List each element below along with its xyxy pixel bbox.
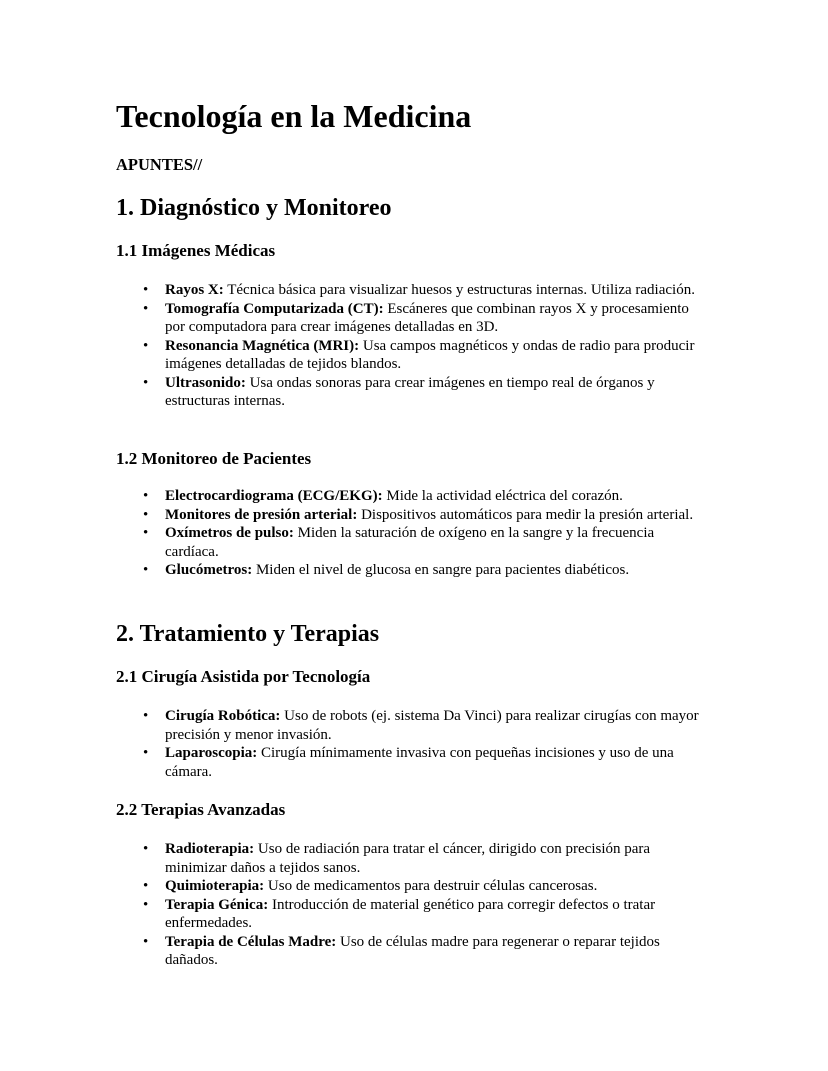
bullet-list (143, 487, 707, 580)
item-description: Usa ondas sonoras para crear imágenes en tiempo real de órganos y estructuras internas. (165, 374, 655, 409)
subsection-heading: 2.2 Terapias Avanzadas (116, 800, 286, 819)
item-term: Tomografía Computarizada (CT): (165, 300, 384, 317)
item-description: Uso de radiación para tratar el cáncer, dirigido con precisión para minimizar daños a tejidos sanos. (165, 841, 651, 876)
bullet-list (143, 707, 707, 781)
item-description: Uso de robots (ej. sistema Da Vinci) para realizar cirugías con mayor precisión y menor invasión. (165, 708, 699, 743)
document-title: Tecnología en la Medicina (116, 98, 472, 134)
bullet-icon: • (143, 841, 149, 857)
subsection-heading: 1.1 Imágenes Médicas (116, 241, 276, 260)
item-description: Uso de medicamentos para destruir células cancerosas. (264, 878, 598, 894)
item-description: Uso de células madre para regenerar o reparar tejidos dañados. (165, 933, 660, 968)
list-item (143, 933, 707, 970)
item-term: Ultrasonido: (165, 374, 246, 391)
bullet-icon: • (143, 896, 149, 913)
bullet-icon: • (143, 282, 149, 298)
list-item (143, 337, 707, 374)
bullet-icon: • (143, 300, 149, 317)
bullet-icon: • (143, 488, 149, 504)
item-description: Mide la actividad eléctrica del corazón. (382, 488, 623, 504)
item-description: Dispositivos automáticos para medir la presión arterial. (357, 506, 694, 523)
item-term: Terapia de Células Madre: (165, 933, 337, 950)
list-item (143, 524, 707, 561)
document-subtitle: APUNTES// (116, 155, 203, 174)
item-description: Miden el nivel de glucosa en sangre para pacientes diabéticos. (252, 562, 630, 578)
section-heading: 1. Diagnóstico y Monitoreo (116, 195, 392, 221)
list-item (143, 707, 707, 744)
list-item (143, 896, 707, 933)
list-item (143, 744, 707, 781)
bullet-icon: • (143, 525, 149, 541)
item-term: Monitores de presión arterial: (165, 506, 358, 523)
list-item (143, 506, 707, 525)
item-term: Electrocardiograma (ECG/EKG): (165, 488, 383, 504)
item-term: Laparoscopia: (165, 745, 258, 761)
bullet-icon: • (143, 506, 149, 523)
item-term: Oxímetros de pulso: (165, 525, 294, 541)
bullet-list (143, 840, 707, 970)
bullet-icon: • (143, 337, 149, 354)
item-description: Introducción de material genético para corregir defectos o tratar enfermedades. (165, 896, 656, 931)
item-description: Usa campos magnéticos y ondas de radio para producir imágenes detalladas de tejidos blandos. (165, 337, 695, 372)
list-item (143, 487, 707, 506)
item-description: Técnica básica para visualizar huesos y estructuras internas. Utiliza radiación. (223, 282, 695, 298)
item-description: Miden la saturación de oxígeno en la sangre y la frecuencia cardíaca. (165, 525, 655, 560)
bullet-icon: • (143, 374, 149, 391)
item-term: Cirugía Robótica: (165, 708, 281, 724)
bullet-icon: • (143, 933, 149, 950)
item-term: Resonancia Magnética (MRI): (165, 337, 360, 354)
list-item (143, 840, 707, 877)
list-item (143, 300, 707, 337)
subsection-heading: 1.2 Monitoreo de Pacientes (116, 449, 312, 468)
list-item (143, 374, 707, 411)
bullet-icon: • (143, 745, 149, 761)
bullet-list (143, 281, 707, 411)
section-heading: 2. Tratamiento y Terapias (116, 621, 380, 647)
item-term: Quimioterapia: (165, 878, 265, 894)
item-description: Escáneres que combinan rayos X y procesamiento por computadora para crear imágenes detalladas en 3D. (165, 300, 689, 335)
list-item (143, 561, 707, 580)
item-term: Terapia Génica: (165, 896, 269, 913)
item-term: Rayos X: (165, 282, 224, 298)
bullet-icon: • (143, 708, 149, 724)
bullet-icon: • (143, 562, 149, 578)
item-term: Radioterapia: (165, 841, 255, 857)
item-term: Glucómetros: (165, 562, 253, 578)
item-description: Cirugía mínimamente invasiva con pequeñas incisiones y uso de una cámara. (165, 745, 674, 780)
bullet-icon: • (143, 878, 149, 894)
list-item (143, 877, 707, 896)
subsection-heading: 2.1 Cirugía Asistida por Tecnología (116, 667, 371, 686)
list-item (143, 281, 707, 300)
